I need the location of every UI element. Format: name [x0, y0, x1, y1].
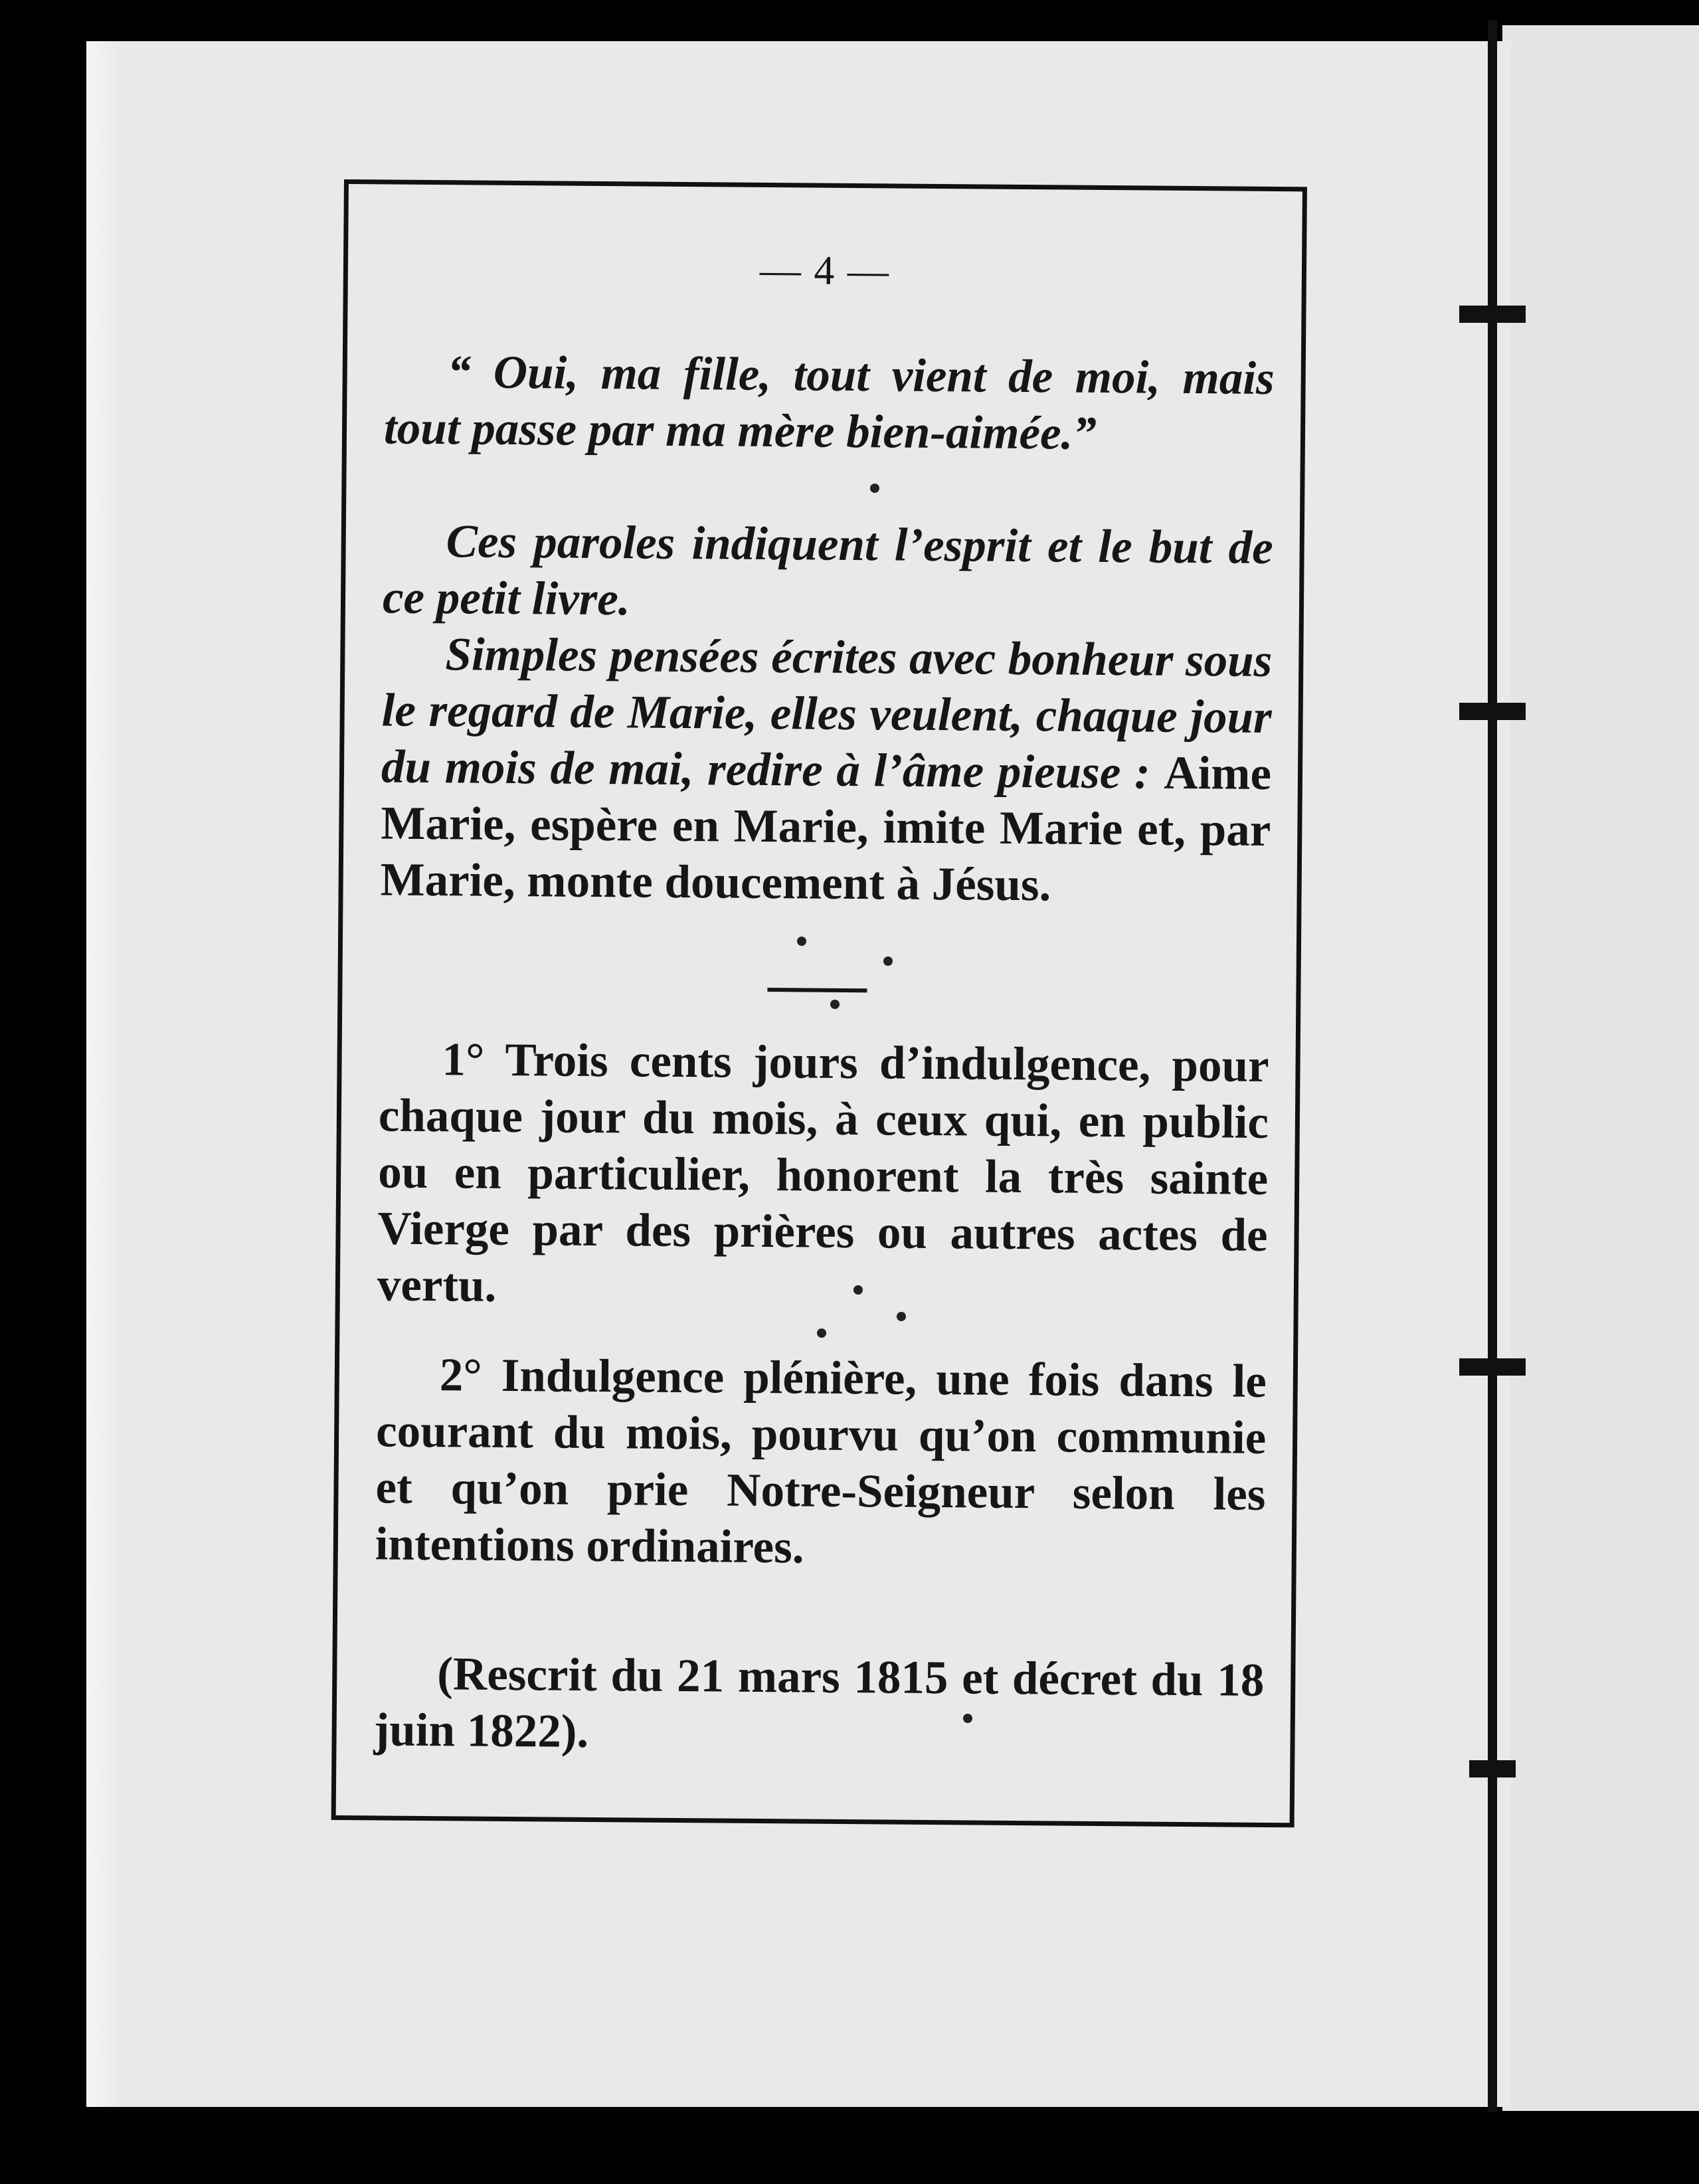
perforation-dot	[897, 1312, 906, 1321]
indulgence-item-1	[377, 1031, 1269, 1320]
page-edge-highlight	[86, 41, 120, 2107]
next-page-edge	[1502, 25, 1699, 2111]
reference-note	[373, 1645, 1264, 1766]
indulgence-item-2	[375, 1346, 1267, 1580]
perforation-dot	[797, 937, 806, 946]
binding-stitch	[1459, 1358, 1526, 1376]
perforation-dot	[853, 1285, 863, 1295]
binding-stitch	[1469, 1760, 1516, 1777]
text-frame	[331, 179, 1307, 1827]
intro-text-1: Ces paroles indiquent l’esprit et le but de ce petit livre.	[382, 515, 1273, 626]
page-number: — 4 —	[759, 247, 891, 294]
indulgence-text-2: 2° Indulgence plénière, une fois dans le courant du mois, pourvu qu’on communie et qu’on prie Notre-Seigneur selon les intentions ordinaires.	[375, 1349, 1267, 1574]
intro-paragraph-2	[380, 626, 1272, 915]
perforation-dot	[830, 1000, 840, 1009]
perforation-dot	[963, 1714, 972, 1723]
intro-paragraph-1	[383, 513, 1273, 633]
perforation-dot	[870, 484, 879, 493]
binding-stitch	[1459, 306, 1526, 323]
intro-text-2-roman: Aime Marie, espère en Marie, imite Marie et, par Marie, monte doucement à Jésus.	[380, 747, 1272, 911]
perforation-dot	[883, 956, 893, 966]
reference-text: (Rescrit du 21 mars 1815 et décret du 18 juin 1822).	[373, 1648, 1265, 1758]
book-binding	[1488, 20, 1497, 2112]
indulgence-text-1: 1° Trois cents jours d’indulgence, pour chaque jour du mois, à ceux qui, en public ou en particulier, honorent la très sainte Vierge par des prières ou autres actes de vertu.	[377, 1034, 1269, 1312]
binding-stitch	[1459, 703, 1526, 720]
quote-text: “ Oui, ma fille, tout vient de moi, mais tout passe par ma mère bien-aimée.”	[383, 346, 1275, 460]
intro-text-2-italic: Simples pensées écrites avec bonheur sous le regard de Marie, elles veulent, chaque jour du mois de mai, redire à l’âme pieuse :	[381, 628, 1273, 799]
opening-quote	[384, 343, 1275, 464]
section-separator	[767, 988, 867, 992]
perforation-dot	[817, 1328, 826, 1338]
